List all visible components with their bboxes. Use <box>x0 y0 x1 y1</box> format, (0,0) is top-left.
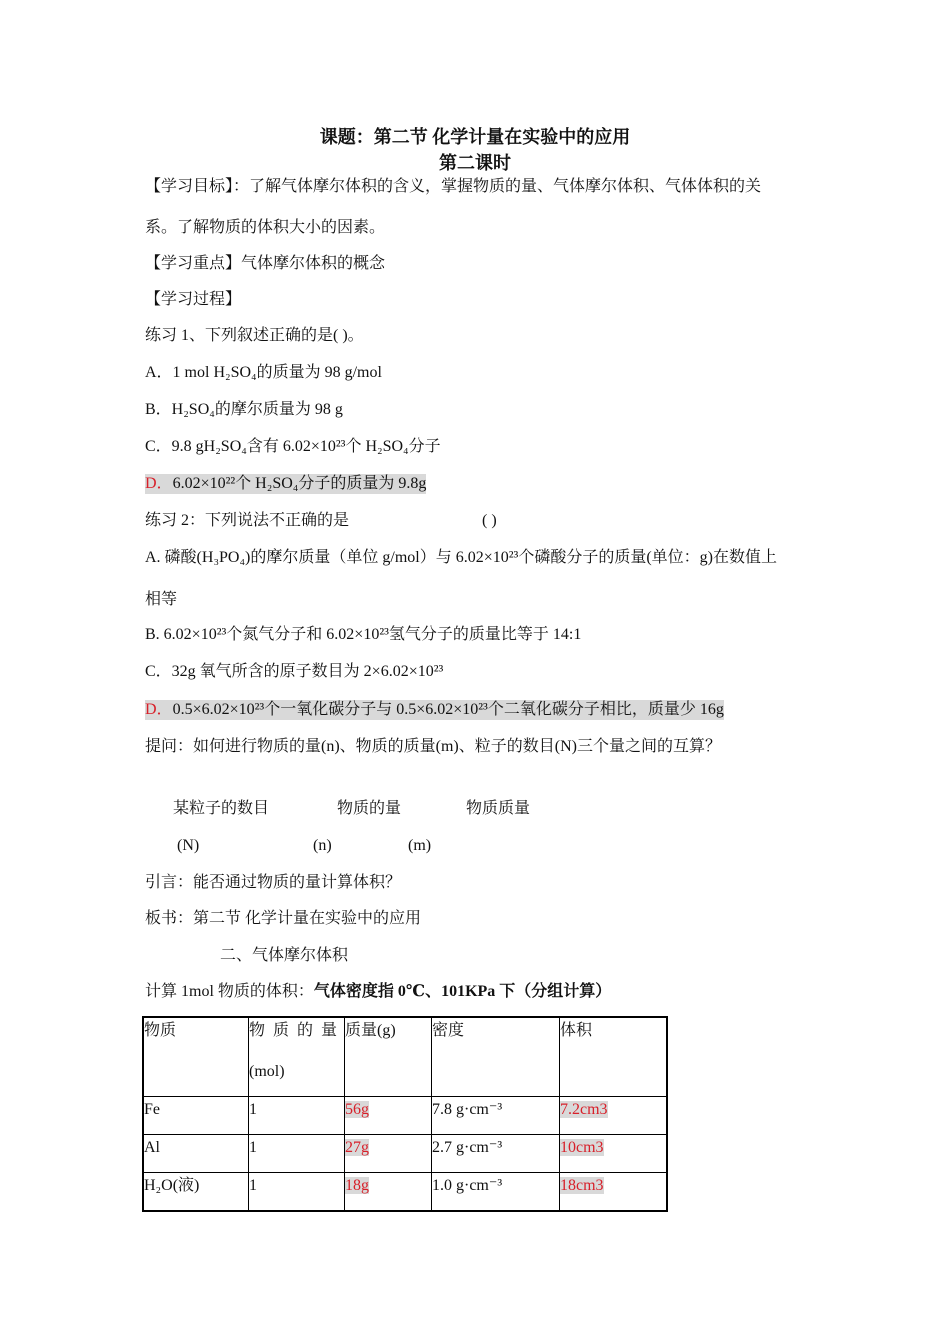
diagram-count-symbol: (N) <box>177 837 200 854</box>
exercise-1-option-c: C．9.8 gH₂SO₄含有 6.02×10²³个 H₂SO₄分子 <box>145 438 441 455</box>
diagram-amount-symbol: (n) <box>313 837 332 854</box>
diagram-amount-label: 物质的量 <box>337 800 402 817</box>
exercise-2-option-c: C．32g 氧气所含的原子数目为 2×6.02×10²³ <box>145 663 444 680</box>
answer-mass: 18g <box>345 1177 369 1194</box>
question-prompt: 提问：如何进行物质的量(n)、物质的质量(m)、粒子的数目(N)三个量之间的互算？ <box>145 738 721 755</box>
table-row: Fe 1 56g 7.8 g·cm⁻³ 7.2cm3 <box>143 1097 667 1135</box>
exercise-2-option-d <box>145 700 724 720</box>
diagram-mass-label: 物质质量 <box>466 800 531 817</box>
answer-mass: 27g <box>345 1139 369 1156</box>
answer-letter: D． <box>145 701 173 718</box>
exercise-2-option-b: B. 6.02×10²³个氮气分子和 6.02×10²³氢气分子的质量比等于 14:1 <box>145 626 582 643</box>
learning-process: 【学习过程】 <box>145 291 242 308</box>
table-row: Al 1 27g 2.7 g·cm⁻³ 10cm3 <box>143 1135 667 1173</box>
exercise-1-option-b: B．H₂SO₄的摩尔质量为 98 g <box>145 401 343 418</box>
answer-mass: 56g <box>345 1101 369 1118</box>
exercise-2-question: 练习 2：下列说法不正确的是 <box>145 512 350 529</box>
table-header-cell: 体积 <box>560 1017 668 1097</box>
exercise-2-paren: ( ) <box>482 512 497 529</box>
table-row: H₂O(液) 1 18g 1.0 g·cm⁻³ 18cm3 <box>143 1173 667 1212</box>
table-header-cell: 物 质 的 量 (mol) <box>249 1017 345 1097</box>
table-header-cell: 密度 <box>432 1017 560 1097</box>
intro-text: 引言：能否通过物质的量计算体积？ <box>145 874 402 891</box>
diagram-count-label: 某粒子的数目 <box>173 800 270 817</box>
answer-volume: 18cm3 <box>560 1177 604 1194</box>
exercise-2-option-a: A. 磷酸(H₃PO₄)的摩尔质量（单位 g/mol）与 6.02×10²³个磷酸分子的质量(单位：g)在数值上 <box>145 549 777 566</box>
option-d-text: 6.02×10²²个 H₂SO₄分子的质量为 9.8g <box>172 475 427 492</box>
table-header-cell: 物质 <box>143 1017 249 1097</box>
exercise-1-option-d <box>145 474 426 494</box>
page-subtitle: 第二课时 <box>439 153 511 173</box>
table-header-cell: 质量(g) <box>345 1017 432 1097</box>
goals-text: ：了解气体摩尔体积的含义，掌握物质的量、气体摩尔体积、气体体积的关 <box>233 178 762 195</box>
exercise-1-question: 练习 1、下列叙述正确的是( )。 <box>145 327 364 344</box>
volume-table <box>142 1016 668 1212</box>
diagram-mass-symbol: (m) <box>408 837 432 854</box>
goals-label: 【学习目标】 <box>145 178 234 195</box>
exercise-2-option-a-cont: 相等 <box>145 591 178 608</box>
section-heading: 二、气体摩尔体积 <box>220 947 349 964</box>
exercise-1-option-a: A．1 mol H₂SO₄的质量为 98 g/mol <box>145 364 382 381</box>
calc-condition: 气体密度指 0℃、101KPa 下（分组计算） <box>313 983 612 1000</box>
board-text: 板书：第二节 化学计量在实验中的应用 <box>145 910 422 927</box>
learning-goals <box>145 177 761 197</box>
learning-focus: 【学习重点】气体摩尔体积的概念 <box>145 255 386 272</box>
calc-instruction <box>145 982 611 1002</box>
option-d-text: 0.5×6.02×10²³个一氧化碳分子与 0.5×6.02×10²³个二氧化碳分子相比，质量少 16g <box>172 701 724 718</box>
table-header-row <box>143 1017 667 1097</box>
learning-goals-cont: 系。了解物质的体积大小的因素。 <box>145 219 386 236</box>
answer-volume: 10cm3 <box>560 1139 604 1156</box>
answer-letter: D． <box>145 475 173 492</box>
calc-prefix: 计算 1mol 物质的体积： <box>145 983 314 1000</box>
page-title: 课题：第二节 化学计量在实验中的应用 <box>319 127 631 147</box>
answer-volume: 7.2cm3 <box>560 1101 608 1118</box>
